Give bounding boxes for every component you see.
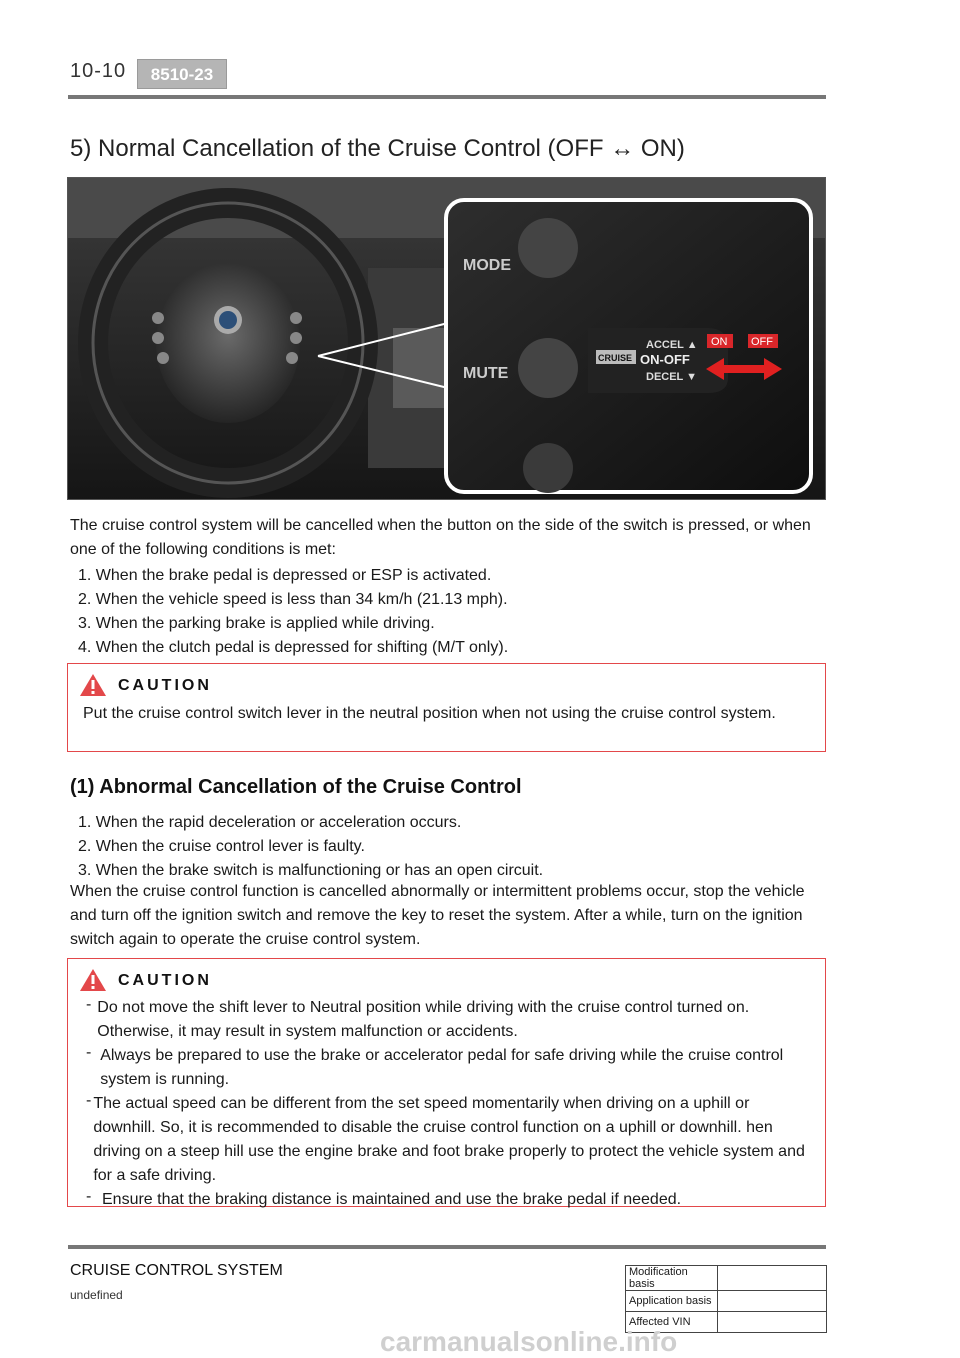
table-row [626, 1266, 827, 1291]
caution-title: CAUTION [118, 972, 212, 989]
footer-subtitle: undefined [70, 1288, 123, 1302]
table-cell [718, 1266, 827, 1291]
list-item: 2. When the vehicle speed is less than 34 km/h (21.13 mph). [78, 591, 508, 608]
cruise-label: CRUISE [598, 353, 633, 363]
table-cell: Modification basis [626, 1266, 718, 1291]
list-item: 2. When the cruise control lever is faulty. [78, 838, 365, 855]
caution-text: Put the cruise control switch lever in the neutral position when not using the cruise control system. [83, 705, 776, 722]
list-item [86, 1188, 811, 1212]
table-cell [718, 1312, 827, 1333]
list-item [86, 1092, 811, 1188]
caution-item-text: Always be prepared to use the brake or accelerator pedal for safe driving while the cruise control system is running. [100, 1047, 784, 1088]
table-row [626, 1291, 827, 1312]
list-item: 1. When the brake pedal is depressed or ESP is activated. [78, 567, 492, 584]
section-code-badge: 8510-23 [137, 59, 227, 89]
list-item: 3. When the brake switch is malfunctioning or has an open circuit. [78, 862, 544, 879]
abnormal-list [78, 811, 818, 883]
revision-table [625, 1265, 827, 1333]
list-item: 3. When the parking brake is applied while driving. [78, 615, 435, 632]
caution-title: CAUTION [118, 677, 212, 694]
section-title: 5) Normal Cancellation of the Cruise Control (OFF ↔ ON) [70, 135, 685, 162]
page-number: 10-10 [70, 60, 127, 82]
accel-label: ACCEL ▲ [646, 339, 698, 351]
figure-illustration [68, 178, 826, 500]
footer-divider [68, 1245, 826, 1249]
dash-bullet: - [86, 1188, 92, 1205]
table-cell: Application basis [626, 1291, 718, 1312]
decel-label: DECEL ▼ [646, 371, 698, 383]
list-item [86, 1044, 811, 1092]
cruise-control-figure [67, 177, 826, 500]
intro-paragraph: The cruise control system will be cancelled when the button on the side of the switch is pressed, or when one of the following conditions is met: [70, 517, 811, 558]
list-item [86, 996, 811, 1044]
onoff-label: ON-OFF [640, 352, 690, 367]
mute-label: MUTE [463, 365, 509, 382]
dash-bullet: - [86, 1092, 92, 1109]
header-divider [68, 95, 826, 99]
toggle-off-label: OFF [751, 336, 773, 348]
subsection-heading: (1) Abnormal Cancellation of the Cruise Control [70, 776, 522, 798]
caution-item-text: Ensure that the braking distance is maintained and use the brake pedal if needed. [102, 1191, 682, 1208]
dash-bullet: - [86, 996, 92, 1013]
footer-system-name: CRUISE CONTROL SYSTEM [70, 1262, 283, 1279]
caution-box [67, 663, 826, 752]
table-cell [718, 1291, 827, 1312]
caution-list [86, 996, 811, 1212]
watermark: carmanualsonline.info [380, 1326, 678, 1357]
toggle-on-label: ON [711, 336, 728, 348]
warning-triangle-icon [79, 968, 107, 992]
caution-box [67, 958, 826, 1207]
list-item: 1. When the rapid deceleration or acceleration occurs. [78, 814, 462, 831]
conditions-list [78, 564, 818, 660]
caution-item-text: The actual speed can be different from the set speed momentarily when driving on a uphill or downhill. So, it is recommended to disable the cruise control function on a uphill or downhill. hen driving on a steep hill use the engine brake and foot brake properly to protect the vehicle system and for a safe driving. [93, 1095, 805, 1184]
caution-item-text: Do not move the shift lever to Neutral position while driving with the cruise control turned on. Otherwise, it may result in system malfunction or accidents. [97, 999, 750, 1040]
list-item: 4. When the clutch pedal is depressed for shifting (M/T only). [78, 639, 509, 656]
dash-bullet: - [86, 1044, 92, 1061]
table-cell: Affected VIN [626, 1312, 718, 1333]
mode-label: MODE [463, 257, 511, 274]
abnormal-paragraph: When the cruise control function is cancelled abnormally or intermittent problems occur, stop the vehicle and turn off the ignition switch and remove the key to reset the system. After a while, turn on the ignition switch again to operate the cruise control system. [70, 883, 805, 948]
warning-triangle-icon [79, 673, 107, 697]
